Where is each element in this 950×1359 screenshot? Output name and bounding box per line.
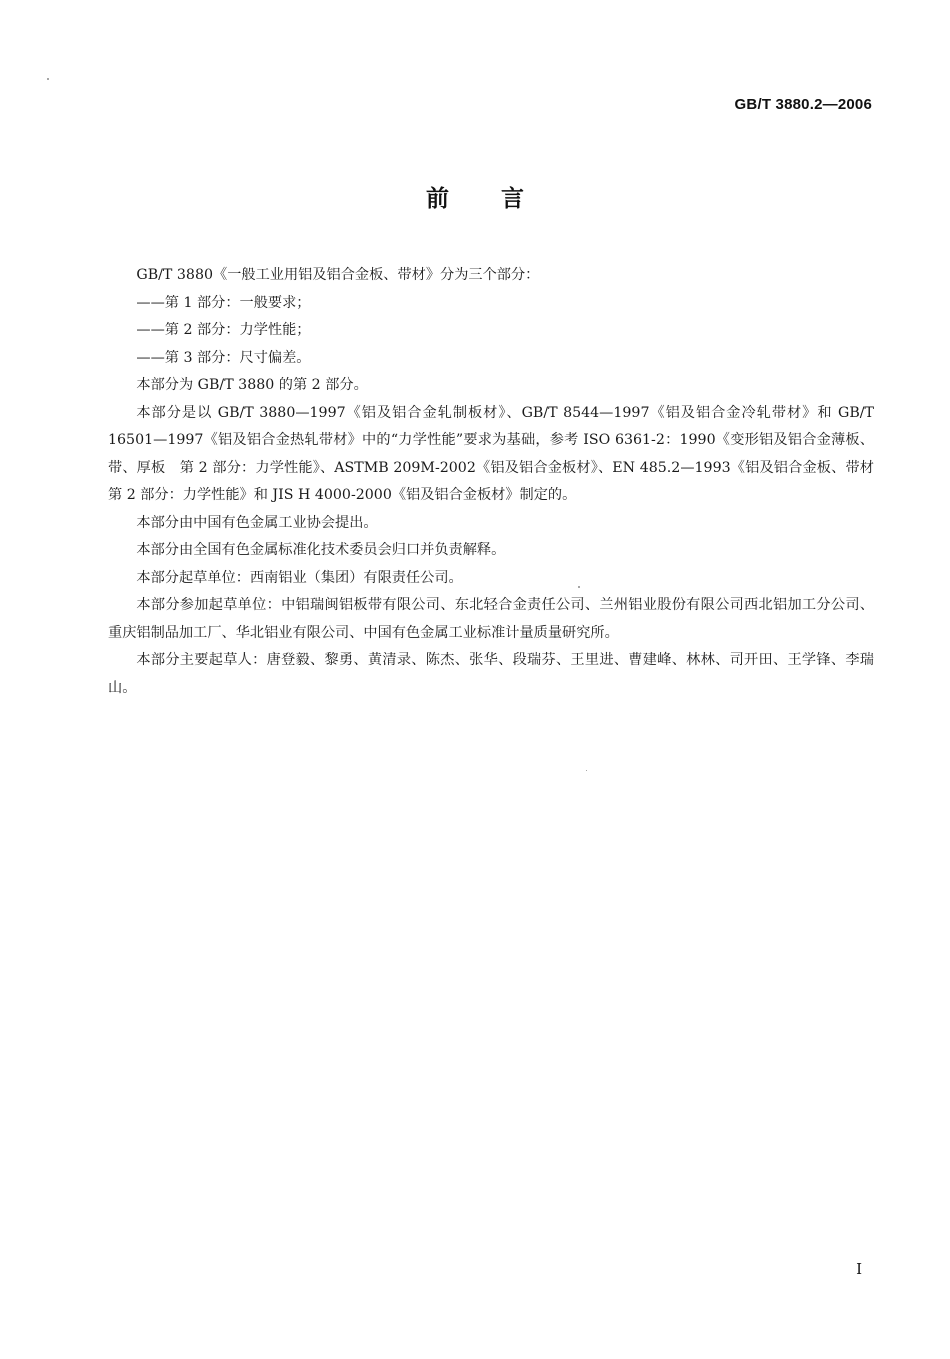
page-title: 前言: [426, 186, 576, 212]
scan-speck: [578, 586, 580, 588]
scan-speck: [586, 770, 587, 771]
paragraph-intro: GB/T 3880《一般工业用铝及铝合金板、带材》分为三个部分：: [136, 267, 540, 283]
paragraph-drafting-unit: 本部分起草单位：西南铝业（集团）有限责任公司。: [136, 569, 463, 586]
paragraph-this-part: 本部分为 GB/T 3880 的第 2 部分。: [136, 377, 368, 393]
paragraph-interpretation: 本部分由全国有色金属标准化技术委员会归口并负责解释。: [136, 542, 506, 558]
paragraph-proposed-by: 本部分由中国有色金属工业协会提出。: [136, 514, 378, 531]
paragraph-participating-units: 本部分参加起草单位：中铝瑞闽铝板带有限公司、东北轻合金责任公司、兰州铝业股份有限公司西北铝加工分公司、重庆铝制品加工厂、华北铝业有限公司、中国有色金属工业标准计量质量研究所。: [108, 597, 874, 641]
paragraph-drafters: 本部分主要起草人：唐登毅、黎勇、黄清录、陈杰、张华、段瑞芬、王里进、曹建峰、林林、司开田、王学锋、李瑞山。: [108, 652, 874, 696]
list-item-part-1: ——第 1 部分：一般要求；: [136, 294, 311, 311]
paragraph-basis: 本部分是以 GB/T 3880—1997《铝及铝合金轧制板材》、GB/T 8544—1997《铝及铝合金冷轧带材》和 GB/T 16501—1997《铝及铝合金热轧带材》中的“力学性能”要求为基础，参考 ISO 6361-2：1990《变形铝及铝合金薄板、带、厚板 第 2 部分：力学性能》、ASTMB 209M-2002《铝及铝合金板材》、EN 485.2—1993《铝及铝合金板、带材 第 2 部分：力学性能》和 JIS H 4000-2000《铝及铝合金板材》制定的。: [108, 404, 889, 503]
page-number: I: [856, 1260, 862, 1278]
standard-code: GB/T 3880.2—2006: [734, 96, 872, 113]
list-item-part-3: ——第 3 部分：尺寸偏差。: [136, 349, 311, 366]
scan-speck: [47, 78, 49, 80]
foreword-body: [108, 262, 889, 702]
list-item-part-2: ——第 2 部分：力学性能；: [136, 322, 311, 338]
